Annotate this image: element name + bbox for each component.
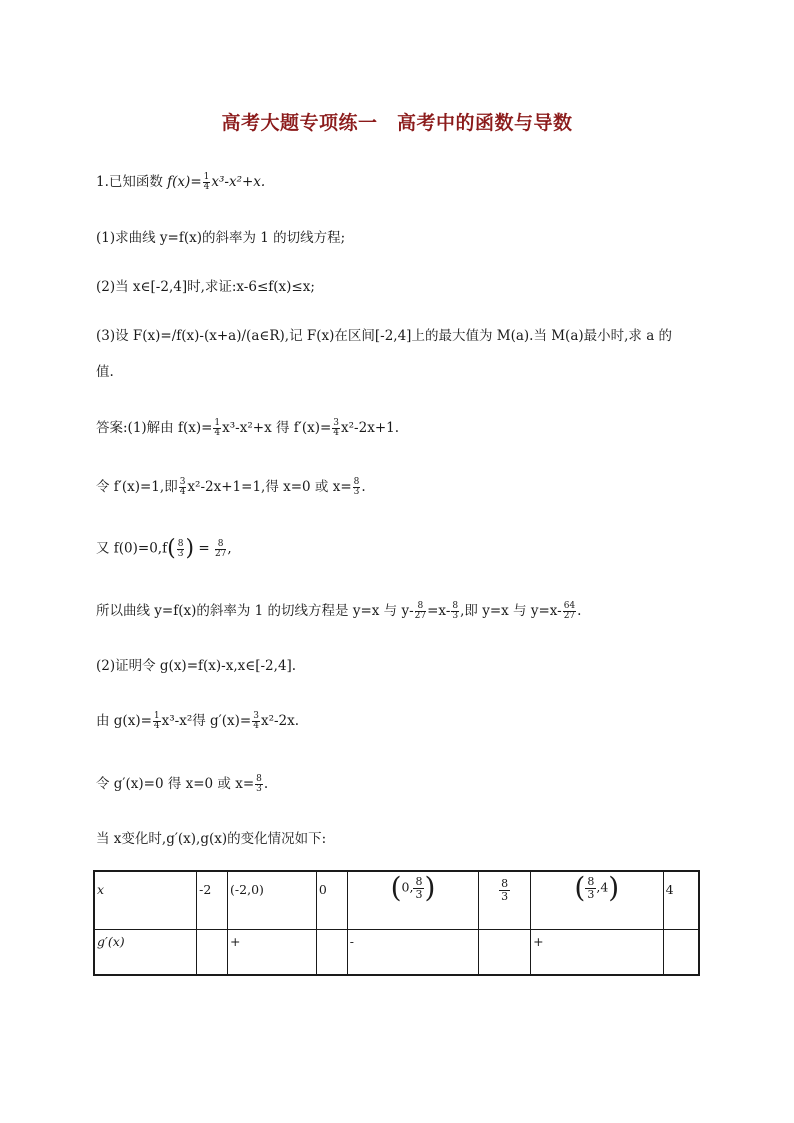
table-cell: g′(x)	[94, 930, 197, 975]
fraction: $\frac{8}{3}$	[177, 538, 184, 559]
fraction: $\frac{3}{4}$	[333, 418, 340, 438]
variation-table	[93, 870, 700, 976]
table-cell	[663, 930, 699, 975]
table-cell: +	[228, 930, 317, 975]
fraction: $\frac{3}{4}$	[253, 711, 259, 731]
table-cell: -	[347, 930, 479, 975]
table-cell: $\frac{8}{3}$	[479, 871, 531, 930]
page-title: 高考大题专项练一 高考中的函数与导数	[221, 112, 573, 134]
answer-line-7: 令 g′(x)=0 得 x=0 或 x= $\frac{8}{3}$ .	[96, 774, 269, 794]
table-cell	[197, 930, 228, 975]
question-part-3: (3)设 F(x)=/f(x)-(x+a)/(a∈R),记 F(x)在区间[-2,4]上的最大值为 M(a).当 M(a)最小时,求 a 的	[96, 328, 673, 344]
table-cell: (-2,0)	[228, 871, 317, 930]
table-cell: 4	[663, 871, 699, 930]
fraction: $\frac{1}{4}$	[153, 711, 160, 731]
fraction: $\frac{8}{27}$	[214, 538, 227, 559]
table-row	[94, 871, 699, 930]
answer-line-2: 令 f′(x)=1,即 $\frac{3}{4}$ x²-2x+1=1,得 x=0 或 x= $\frac{8}{3}$ .	[96, 477, 366, 497]
fraction: $\frac{1}{4}$	[214, 418, 221, 438]
fraction: $\frac{64}{27}$	[563, 601, 576, 621]
table-cell: 0	[316, 871, 347, 930]
question-part-1: (1)求曲线 y=f(x)的斜率为 1 的切线方程;	[96, 230, 346, 246]
fraction: $\frac{3}{4}$	[179, 477, 186, 497]
answer-line-4: 所以曲线 y=f(x)的斜率为 1 的切线方程是 y=x 与 y- $\frac{8}{27}$ =x- $\frac{8}{3}$ ,即 y=x 与 y=x- $\frac{64}{27}$ .	[96, 601, 582, 621]
table-cell: +	[531, 930, 664, 975]
table-cell	[479, 930, 531, 975]
table-cell: ( $\frac{8}{3}$ ,4)	[531, 871, 664, 930]
fraction: $\frac{8}{27}$	[414, 601, 427, 621]
fraction: $\frac{8}{3}$	[256, 774, 262, 794]
table-row	[94, 930, 699, 975]
table-cell: x	[94, 871, 197, 930]
fraction: $\frac{1}{4}$	[203, 172, 210, 192]
answer-line-3: 又 f(0)=0,f( $\frac{8}{3}$ ) = $\frac{8}{27}$ ,	[96, 536, 232, 561]
fraction: $\frac{8}{3}$	[353, 477, 360, 497]
table-cell	[316, 930, 347, 975]
answer-line-6: 由 g(x)= $\frac{1}{4}$ x³-x²得 g′(x)= $\frac{3}{4}$ x²-2x.	[96, 711, 300, 731]
question-stem: 1.已知函数 f(x)= $\frac{1}{4}$ x³-x²+x.	[96, 172, 266, 192]
question-part-3-cont: 值.	[96, 364, 114, 380]
table-cell: (0, $\frac{8}{3}$ )	[347, 871, 479, 930]
answer-line-1: 答案:(1)解由 f(x)= $\frac{1}{4}$ x³-x²+x 得 f′(x)= $\frac{3}{4}$ x²-2x+1.	[96, 418, 400, 438]
answer-line-8: 当 x变化时,g′(x),g(x)的变化情况如下:	[96, 831, 327, 847]
answer-line-5: (2)证明令 g(x)=f(x)-x,x∈[-2,4].	[96, 658, 297, 674]
fraction: $\frac{8}{3}$	[452, 601, 459, 621]
table-cell: -2	[197, 871, 228, 930]
question-part-2: (2)当 x∈[-2,4]时,求证:x-6≤f(x)≤x;	[96, 279, 315, 295]
